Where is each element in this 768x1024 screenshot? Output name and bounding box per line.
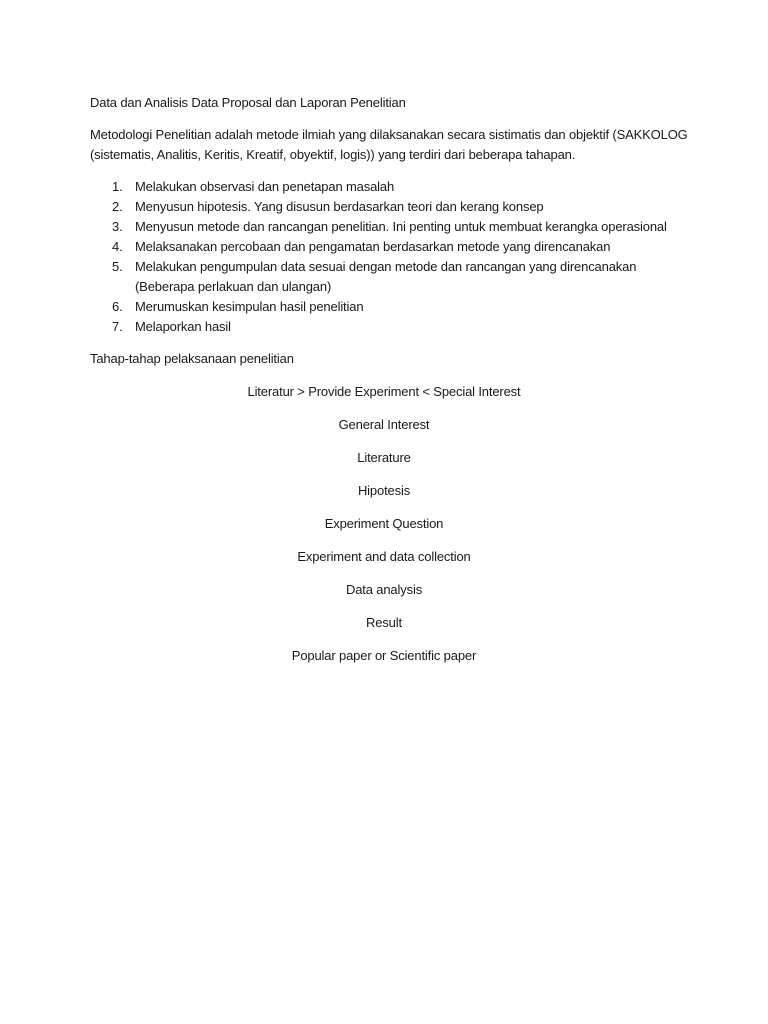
list-number: 3. [112,219,123,234]
stages-heading: Tahap-tahap pelaksanaan penelitian [90,351,294,366]
list-number: 5. [112,259,123,274]
list-number: 2. [112,199,123,214]
list-item [90,297,690,317]
document-title: Data dan Analisis Data Proposal dan Laporan Penelitian [90,95,406,110]
methodology-steps-list [90,177,690,337]
list-number: 7. [112,319,123,334]
list-item-text: Melakukan pengumpulan data sesuai dengan metode dan rancangan yang direncanakan [135,259,637,274]
flow-step: Experiment Question [324,516,444,531]
flow-step: General Interest [338,417,430,432]
flow-step: Result [366,615,402,630]
list-item-text: Melaporkan hasil [135,319,231,334]
list-item [90,217,690,237]
intro-paragraph [90,125,690,165]
list-item [90,257,690,297]
list-item-text-continued: (Beberapa perlakuan dan ulangan) [135,279,332,294]
list-item [90,177,690,197]
list-number: 1. [112,179,123,194]
list-item [90,317,690,337]
intro-line-1: Metodologi Penelitian adalah metode ilmiah yang dilaksanakan secara sistimatis dan objektif (SAKKOLOG [90,127,688,142]
flow-step: Literature [357,450,411,465]
flow-step: Popular paper or Scientific paper [291,648,477,663]
flow-step: Experiment and data collection [297,549,471,564]
list-item-text: Melakukan observasi dan penetapan masalah [135,179,395,194]
list-item [90,197,690,217]
flow-step: Data analysis [345,582,423,597]
document-body [90,93,690,679]
list-item-text: Menyusun metode dan rancangan penelitian. Ini penting untuk membuat kerangka operasional [135,219,667,234]
list-item-text: Melaksanakan percobaan dan pengamatan berdasarkan metode yang direncanakan [135,239,611,254]
list-item-text: Menyusun hipotesis. Yang disusun berdasarkan teori dan kerang konsep [135,199,544,214]
list-item-text: Merumuskan kesimpulan hasil penelitian [135,299,364,314]
list-item [90,237,690,257]
flow-step: Literatur > Provide Experiment < Special Interest [247,384,521,399]
intro-line-2: (sistematis, Analitis, Keritis, Kreatif, obyektif, logis)) yang terdiri dari beberapa tahapan. [90,147,576,162]
flow-step: Hipotesis [357,483,411,498]
research-stages-flow [90,382,678,666]
list-number: 4. [112,239,123,254]
list-number: 6. [112,299,123,314]
